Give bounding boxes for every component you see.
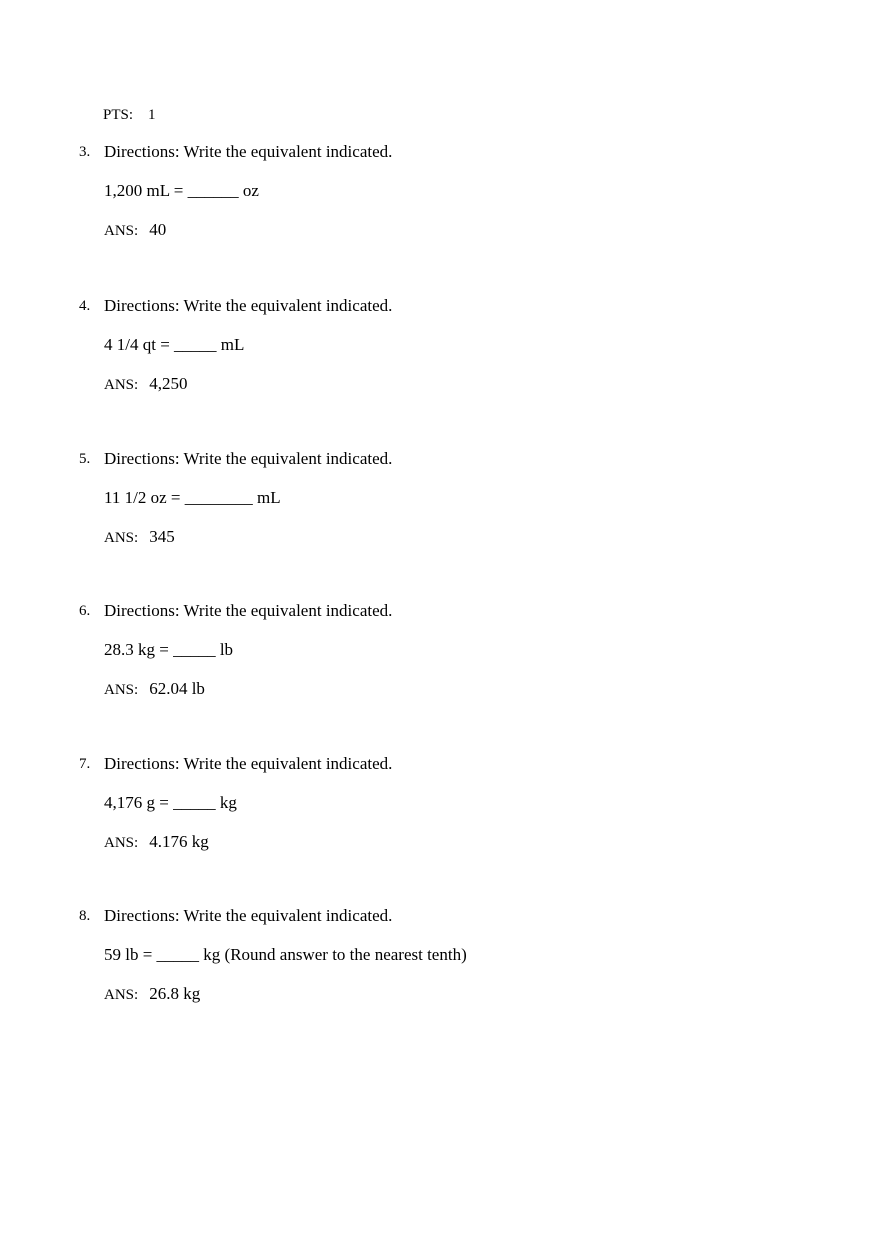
answer-line xyxy=(104,678,205,701)
pts-value: 1 xyxy=(148,107,156,123)
question-number: 7. xyxy=(79,756,91,772)
question-problem: 28.3 kg = _____ lb xyxy=(104,640,234,659)
question-number: 6. xyxy=(79,603,91,619)
question-number: 4. xyxy=(79,298,91,314)
question-number: 8. xyxy=(79,908,91,924)
answer-line xyxy=(104,831,209,854)
answer-label: ANS: xyxy=(104,835,139,851)
answer-value: 4,250 xyxy=(149,374,188,393)
question-directions: Directions: Write the equivalent indicated. xyxy=(104,754,393,773)
question-problem: 4 1/4 qt = _____ mL xyxy=(104,335,245,354)
question-problem: 4,176 g = _____ kg xyxy=(104,793,237,812)
answer-label: ANS: xyxy=(104,987,139,1003)
question-directions: Directions: Write the equivalent indicated. xyxy=(104,296,393,315)
answer-value: 4.176 kg xyxy=(149,832,209,851)
answer-value: 26.8 kg xyxy=(149,984,201,1003)
question-problem: 59 lb = _____ kg (Round answer to the nearest tenth) xyxy=(104,945,467,964)
answer-label: ANS: xyxy=(104,682,139,698)
question-problem: 1,200 mL = ______ oz xyxy=(104,181,259,200)
question-directions: Directions: Write the equivalent indicated. xyxy=(104,601,393,620)
pts-label: PTS: xyxy=(103,107,134,123)
answer-value: 345 xyxy=(149,527,175,546)
question-directions: Directions: Write the equivalent indicated. xyxy=(104,906,393,925)
answer-line xyxy=(104,983,200,1006)
answer-line xyxy=(104,219,166,242)
answer-line xyxy=(104,373,187,396)
question-number: 5. xyxy=(79,451,91,467)
question-directions: Directions: Write the equivalent indicated. xyxy=(104,142,393,161)
answer-label: ANS: xyxy=(104,223,139,239)
answer-line xyxy=(104,526,175,549)
question-problem: 11 1/2 oz = ________ mL xyxy=(104,488,281,507)
points-line xyxy=(103,105,156,125)
answer-label: ANS: xyxy=(104,530,139,546)
question-number: 3. xyxy=(79,144,91,160)
answer-value: 62.04 lb xyxy=(149,679,205,698)
question-directions: Directions: Write the equivalent indicated. xyxy=(104,449,393,468)
answer-label: ANS: xyxy=(104,377,139,393)
answer-value: 40 xyxy=(149,220,167,239)
